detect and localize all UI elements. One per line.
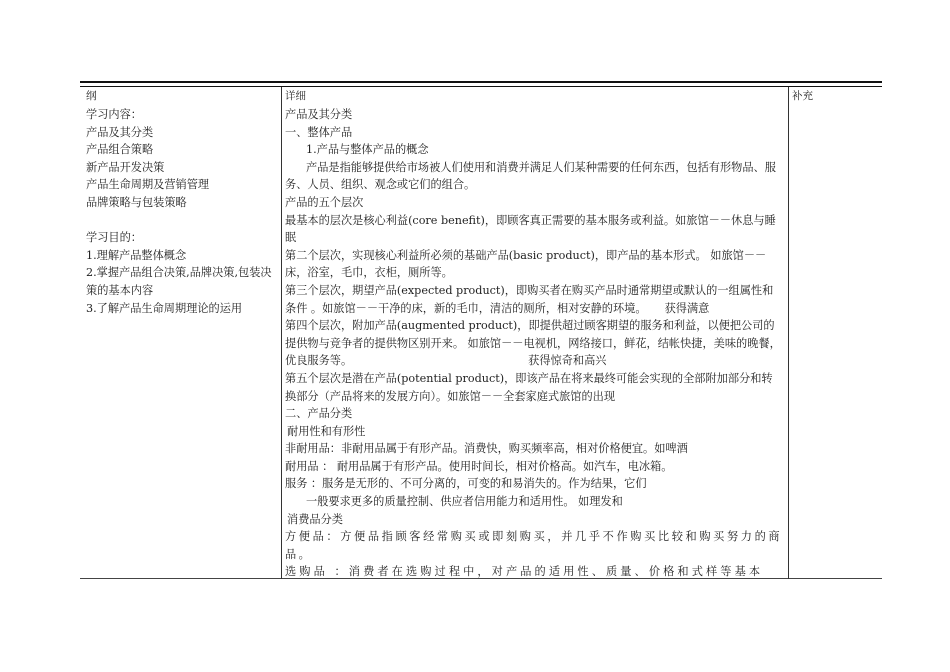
section-title: 产品及其分类 [285, 108, 353, 121]
content-item: 产品及其分类 [86, 125, 154, 139]
outline-header: 纲 [86, 90, 97, 102]
spacer [86, 212, 281, 230]
paragraph: 选购品 ：消费者在选购过程中，对产品的适用性、质量、价格和式样等基本 [285, 565, 764, 579]
section-heading: 二、产品分类 [285, 407, 353, 421]
paragraph [285, 282, 782, 317]
detail-header: 详细 [285, 90, 306, 102]
paragraph [285, 317, 782, 370]
outline-column [84, 89, 281, 579]
extra-header: 补充 [792, 90, 813, 102]
extra-column [790, 89, 880, 579]
note-text: 获得惊奇和高兴 [528, 354, 607, 368]
section-heading: 一、整体产品 [285, 125, 353, 139]
paragraph: 非耐用品：非耐用品属于有形产品。消费快，购买频率高，相对价格便宜。如啤酒 [285, 442, 688, 456]
paragraph: 第五个层次是潜在产品(potential product)，即该产品在将来最终可能会实现的全部附加部分和转换部分（产品将来的发展方向）。如旅馆－－全套家庭式旅馆的出现 [285, 371, 773, 403]
paragraph: 产品是指能够提供给市场被人们使用和消费并满足人们某种需要的任何东西，包括有形物品、服务、人员、组织、观念或它们的组合。 [285, 160, 776, 192]
goal-item: 1.理解产品整体概念 [86, 248, 187, 262]
content-title: 学习内容： [86, 108, 142, 121]
content-item: 产品组合策略 [86, 143, 154, 157]
column-divider-1 [281, 87, 282, 579]
goal-item: 2.掌握产品组合决策,品牌决策,包装决策的基本内容 [86, 266, 272, 297]
goal-item: 3.了解产品生命周期理论的运用 [86, 301, 243, 315]
column-divider-2 [788, 87, 789, 579]
subsection-heading: 消费品分类 [287, 512, 343, 526]
paragraph: 方便品：方便品指顾客经常购买或即刻购买，并几乎不作购买比较和购买努力的商品。 [285, 530, 782, 561]
content-item: 产品生命周期及营销管理 [86, 178, 210, 192]
detail-column [284, 89, 786, 579]
paragraph: 最基本的层次是核心利益(core benefit)，即顾客真正需要的基本服务或利益。如旅馆－－休息与睡眠 [285, 213, 776, 245]
paragraph: 耐用品 ： 耐用品属于有形产品。使用时间长，相对价格高。如汽车，电冰箱。 [285, 459, 673, 473]
table-top-rule-thin [80, 86, 882, 87]
subsection-heading: 1.产品与整体产品的概念 [306, 143, 429, 157]
table-top-rule-thick [80, 81, 882, 83]
content-item: 品牌策略与包装策略 [86, 195, 187, 209]
subsection-heading: 耐用性和有形性 [287, 424, 366, 438]
subsection-heading: 产品的五个层次 [285, 195, 364, 209]
paragraph-text: 第三个层次，期望产品(expected product)，即购买者在购买产品时通常期望或默认的一组属性和条件 。如旅馆－－干净的床，新的毛巾，清洁的厕所，相对安静的环境。 [285, 283, 774, 315]
note-text: 获得满意 [664, 301, 710, 315]
paragraph: 服务 ：服务是无形的、不可分离的，可变的和易消失的。作为结果，它们 [285, 477, 647, 491]
paragraph-text: 第四个层次，附加产品(augmented product)，即提供超过顾客期望的服务和利益，以便把公司的提供物与竞争者的提供物区别开来。 如旅馆－－电视机，网络接口，鲜花，结帐快捷，美味的晚餐，优良服务等。 [285, 319, 781, 368]
paragraph: 一般要求更多的质量控制、供应者信用能力和适用性。 如理发和 [306, 495, 623, 509]
paragraph: 第二个层次，实现核心利益所必须的基础产品(basic product)，即产品的基本形式。 如旅馆－－床，浴室，毛巾，衣柜，厕所等。 [285, 248, 767, 280]
content-item: 新产品开发决策 [86, 160, 165, 174]
goals-title: 学习目的： [86, 231, 142, 245]
